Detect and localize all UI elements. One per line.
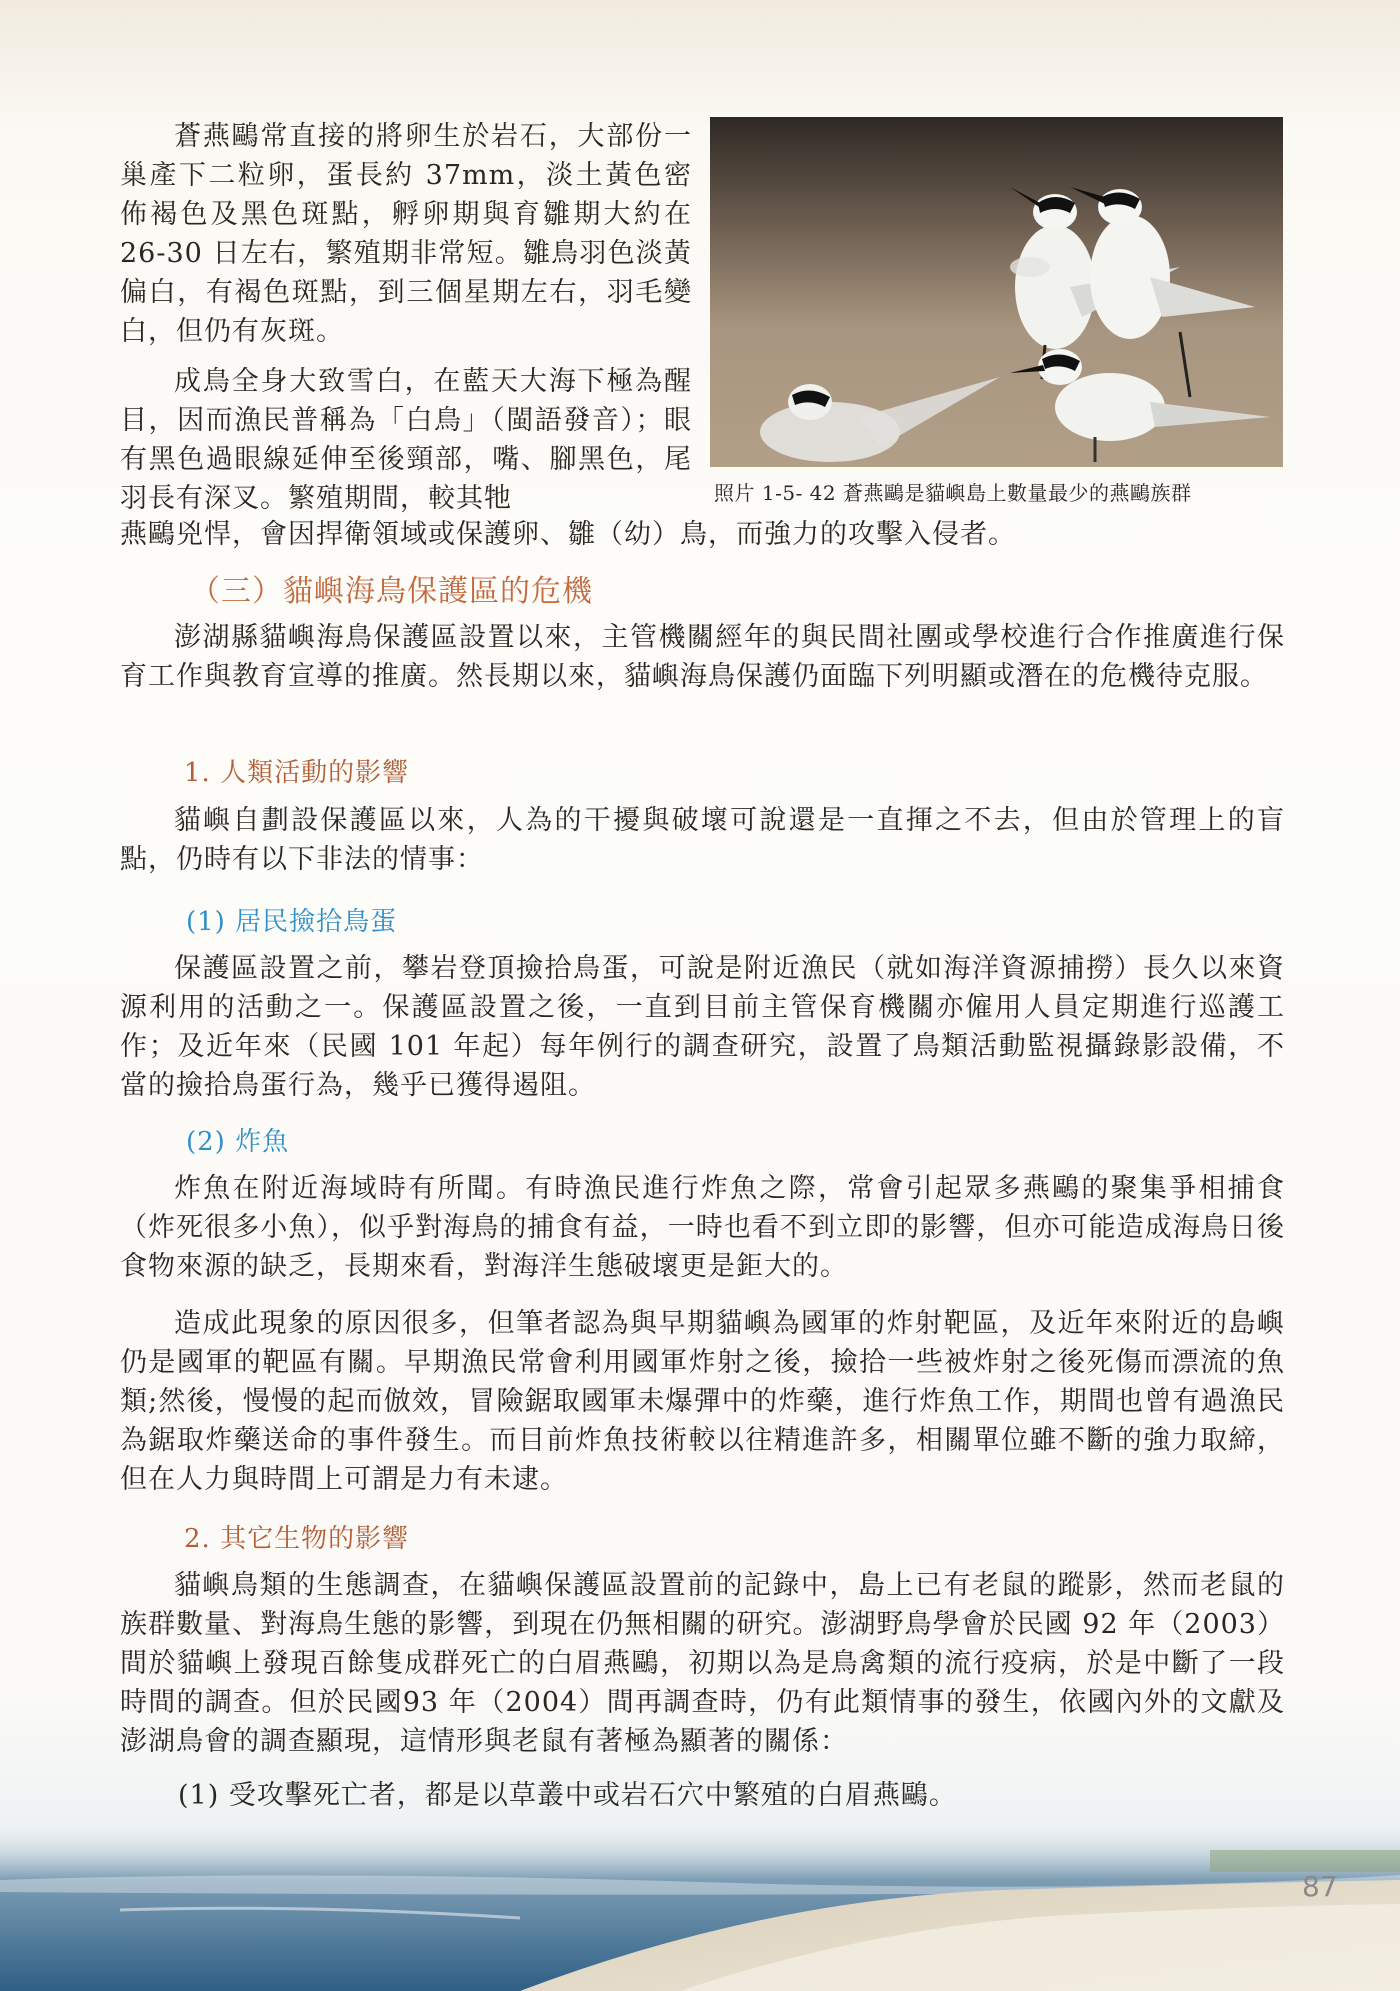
section-heading-crisis: （三）貓嶼海鳥保護區的危機 — [190, 574, 593, 609]
paragraph-eggs: 蒼燕鷗常直接的將卵生於岩石，大部份一巢產下二粒卵，蛋長約 37mm，淡土黃色密佈褐色及黑色斑點，孵卵期與育雛期大約在 26-30 日左右，繁殖期非常短。雛鳥羽色淡黃偏白，有褐色斑點，到三個星期左右，羽毛變白，但仍有灰斑。 — [120, 121, 692, 347]
paragraph-human-impact: 貓嶼自劃設保護區以來，人為的干擾與破壞可說還是一直揮之不去，但由於管理上的盲點，仍時有以下非法的情事： — [120, 805, 1285, 875]
paragraph-blast-fishing: 炸魚在附近海域時有所聞。有時漁民進行炸魚之際，常會引起眾多燕鷗的聚集爭相捕食（炸死很多小魚），似乎對海鳥的捕食有益，一時也看不到立即的影響，但亦可能造成海鳥日後食物來源的缺乏，長期來看，對海洋生態破壞更是鉅大的。 — [120, 1173, 1285, 1282]
heading-egg-collecting: (1) 居民撿拾鳥蛋 — [186, 907, 398, 937]
paragraph-blast-fishing-cause: 造成此現象的原因很多，但筆者認為與早期貓嶼為國軍的炸射靶區，及近年來附近的島嶼仍是國軍的靶區有關。早期漁民常會利用國軍炸射之後，撿拾一些被炸射之後死傷而漂流的魚類;然後，慢慢的起而倣效，冒險鋸取國軍未爆彈中的炸藥，進行炸魚工作，期間也曾有過漁民為鋸取炸藥送命的事件發生。而目前炸魚技術較以往精進許多，相關單位雖不斷的強力取締，但在人力與時間上可謂是力有未逮。 — [120, 1308, 1285, 1495]
heading-other-organisms: 2. 其它生物的影響 — [184, 1524, 410, 1554]
tern-photo — [710, 117, 1283, 467]
paragraph-egg-collecting: 保護區設置之前，攀岩登頂撿拾鳥蛋，可說是附近漁民（就如海洋資源捕撈）長久以來資源利用的活動之一。保護區設置之後，一直到目前主管保育機關亦僱用人員定期進行巡護工作；及近年來（民國 101 年起）每年例行的調查研究，設置了鳥類活動監視攝錄影設備，不當的撿拾鳥蛋行為，幾乎已獲得遏阻。 — [120, 953, 1285, 1101]
photo-caption: 照片 1-5- 42 蒼燕鷗是貓嶼島上數量最少的燕鷗族群 — [714, 481, 1192, 505]
paragraph-rats: 貓嶼鳥類的生態調查，在貓嶼保護區設置前的記錄中，島上已有老鼠的蹤影，然而老鼠的族群數量、對海鳥生態的影響，到現在仍無相關的研究。澎湖野鳥學會於民國 92 年（2003）間於貓嶼上發現百餘隻成群死亡的白眉燕鷗，初期以為是鳥禽類的流行疫病，於是中斷了一段時間的調查。但於民國93 年（2004）間再調查時，仍有此類情事的發生，依國內外的文獻及澎湖鳥會的調查顯現，這情形與老鼠有著極為顯著的關係： — [120, 1570, 1285, 1757]
terns-image — [710, 117, 1283, 467]
sea-image — [0, 1820, 1400, 1991]
coastline-decoration — [0, 1820, 1400, 1991]
paragraph-adult-description: 成鳥全身大致雪白，在藍天大海下極為醒目，因而漁民普稱為「白鳥」（閩語發音）；眼有黑色過眼線延伸至後頸部，嘴、腳黑色，尾羽長有深叉。繁殖期間，較其牠 — [120, 366, 692, 514]
page-number: 87 — [1302, 1870, 1338, 1903]
paragraph-adult-description-tail: 燕鷗兇悍，會因捍衛領域或保護卵、雛（幼）鳥，而強力的攻擊入侵者。 — [120, 519, 1016, 550]
heading-human-impact: 1. 人類活動的影響 — [184, 758, 410, 788]
list-item-1: (1) 受攻擊死亡者，都是以草叢中或岩石穴中繁殖的白眉燕鷗。 — [178, 1780, 957, 1811]
heading-blast-fishing: (2) 炸魚 — [186, 1127, 290, 1157]
paragraph-crisis-intro: 澎湖縣貓嶼海鳥保護區設置以來，主管機關經年的與民間社團或學校進行合作推廣進行保育工作與教育宣導的推廣。然長期以來，貓嶼海鳥保護仍面臨下列明顯或潛在的危機待克服。 — [120, 622, 1285, 692]
